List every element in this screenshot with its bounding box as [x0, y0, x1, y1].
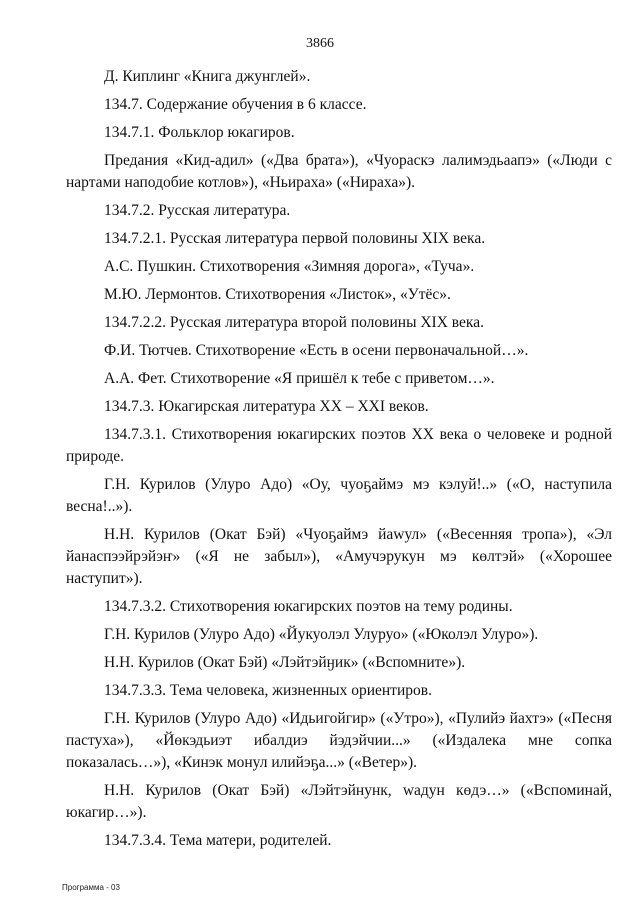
- paragraph: Предания «Кид-адил» («Два брата»), «Чуораскэ лалимэдьаапэ» («Люди с нартами наподобие котлов»), «Ньираха» («Нираха»).: [66, 152, 612, 191]
- paragraph: Н.Н. Курилов (Окат Бэй) «Чуоҕаймэ йаwул» («Весенняя тропа»), «Эл йанаспээйрэйэҥ» («Я не забыл»), «Амучэрукун мэ көлтэй» («Хорошее наступит»).: [66, 526, 612, 587]
- paragraph: Н.Н. Курилов (Окат Бэй) «Лэйтэйӈик» («Вспомните»).: [104, 654, 466, 671]
- page-footer: Программа - 03: [62, 883, 120, 892]
- paragraph: Г.Н. Курилов (Улуро Адо) «Йукуолэл Улуруо» («Юколэл Улуро»).: [104, 626, 539, 643]
- section-heading: 134.7.3.2. Стихотворения юкагирских поэтов на тему родины.: [104, 598, 513, 615]
- section-heading: 134.7. Содержание обучения в 6 классе.: [104, 96, 367, 113]
- paragraph: А.А. Фет. Стихотворение «Я пришёл к тебе с приветом…».: [104, 370, 495, 387]
- section-heading: 134.7.2.1. Русская литература первой половины XIX века.: [104, 230, 486, 247]
- page-number: 3866: [306, 36, 334, 51]
- paragraph: Г.Н. Курилов (Улуро Адо) «Оу, чуоҕаймэ мэ кэлуй!..» («О, наступила весна!..»).: [66, 476, 612, 515]
- paragraph: Г.Н. Курилов (Улуро Адо) «Идьигойгир» («Утро»), «Пулийэ йахтэ» («Песня пастуха»), «Йөкэдьиэт ибалдиэ йэдэйчии...» («Издалека мне сопка показалась…»), «Кинэк монул илийэҕа...» («Ветер»).: [66, 710, 612, 771]
- paragraph: М.Ю. Лермонтов. Стихотворения «Листок», «Утёс».: [104, 286, 451, 303]
- section-heading: 134.7.3.4. Тема матери, родителей.: [104, 832, 332, 849]
- document-body: [66, 66, 612, 858]
- section-heading: 134.7.1. Фольклор юкагиров.: [104, 124, 295, 141]
- section-heading: 134.7.3.1. Стихотворения юкагирских поэтов XX века о человеке и родной природе.: [66, 426, 612, 465]
- section-heading: 134.7.2.2. Русская литература второй половины XIX века.: [104, 314, 484, 331]
- section-heading: 134.7.2. Русская литература.: [104, 202, 291, 219]
- paragraph: Н.Н. Курилов (Окат Бэй) «Лэйтэйнунк, wадун көдэ…» («Вспоминай, юкагир…»).: [66, 782, 612, 821]
- paragraph: А.С. Пушкин. Стихотворения «Зимняя дорога», «Туча».: [104, 258, 475, 275]
- section-heading: 134.7.3.3. Тема человека, жизненных ориентиров.: [104, 682, 432, 699]
- paragraph: Д. Киплинг «Книга джунглей».: [104, 68, 311, 85]
- paragraph: Ф.И. Тютчев. Стихотворение «Есть в осени первоначальной…».: [104, 342, 529, 359]
- section-heading: 134.7.3. Юкагирская литература XX – XXI веков.: [104, 398, 429, 415]
